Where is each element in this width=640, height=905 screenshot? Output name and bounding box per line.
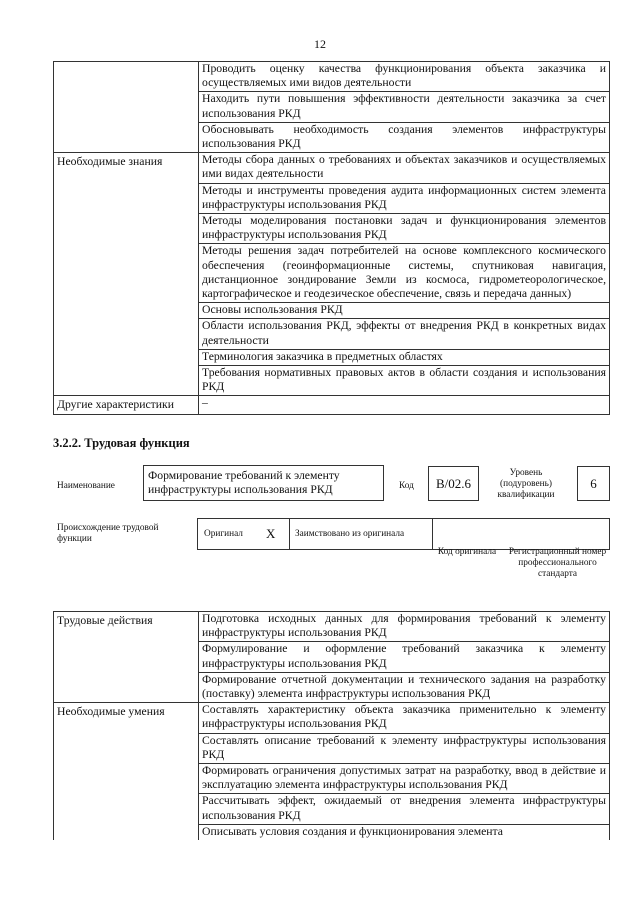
row-label: Необходимые знания: [54, 153, 199, 396]
row-value: Методы сбора данных о требованиях и объектах заказчиков и осуществляемых ими видах деятельности: [199, 153, 610, 183]
origin-divider-2: [432, 519, 433, 549]
page-number: 12: [314, 37, 326, 51]
table-row: [54, 703, 610, 733]
table-row: [54, 396, 610, 414]
row-value: Методы моделирования постановки задач и функционирования элементов инфраструктуры использования РКД: [199, 214, 610, 244]
level-label: Уровень (подуровень) квалификации: [497, 468, 555, 500]
row-value: Области использования РКД, эффекты от внедрения РКД в конкретных видах деятельности: [199, 319, 610, 349]
original-label: Оригинал: [204, 529, 243, 539]
row-value: Методы и инструменты проведения аудита информационных систем элемента инфраструктуры использования РКД: [199, 183, 610, 213]
row-label: Трудовые действия: [54, 612, 199, 703]
row-value: –: [199, 396, 610, 414]
table-row: [54, 612, 610, 642]
row-value: Составлять характеристику объекта заказчика применительно к элементу инфраструктуры использования РКД: [199, 703, 610, 733]
row-value: Находить пути повышения эффективности деятельности заказчика за счет использования РКД: [199, 92, 610, 122]
table-row: [54, 62, 610, 92]
original-mark: X: [266, 526, 276, 541]
row-value: Обосновывать необходимость создания элементов инфраструктуры использования РКД: [199, 122, 610, 152]
row-value: Рассчитывать эффект, ожидаемый от внедрения элемента инфраструктуры использования РКД: [199, 794, 610, 824]
origin-box: [197, 518, 610, 550]
row-value: Основы использования РКД: [199, 303, 610, 319]
row-label: [54, 62, 199, 153]
reg-number-caption: Регистрационный номер профессионального стандарта: [508, 547, 607, 579]
actions-table: [53, 611, 610, 840]
code-original-caption: Код оригинала: [437, 547, 497, 557]
origin-label: Происхождение трудовой функции: [57, 523, 159, 544]
code-label: Код: [399, 481, 414, 491]
row-label: Другие характеристики: [54, 396, 199, 414]
row-value: Проводить оценку качества функционирования объекта заказчика и осуществляемых ими видов деятельности: [199, 62, 610, 92]
row-value: Терминология заказчика в предметных областях: [199, 349, 610, 365]
borrowed-label: Заимствовано из оригинала: [295, 529, 405, 539]
row-value: Описывать условия создания и функционирования элемента: [199, 824, 610, 840]
row-value: Подготовка исходных данных для формирования требований к элементу инфраструктуры использования РКД: [199, 612, 610, 642]
origin-divider: [289, 519, 290, 549]
row-value: Требования нормативных правовых актов в области создания и использования РКД: [199, 366, 610, 396]
row-value: Формирование отчетной документации и технического задания на разработку (поставку) элемента инфраструктуры использования РКД: [199, 672, 610, 702]
row-value: Формулирование и оформление требований заказчика к элементу инфраструктуры использования РКД: [199, 642, 610, 672]
row-label: Необходимые умения: [54, 703, 199, 840]
row-value: Составлять описание требований к элементу инфраструктуры использования РКД: [199, 733, 610, 763]
function-code-box: B/02.6: [428, 466, 479, 501]
section-title: 3.2.2. Трудовая функция: [53, 436, 190, 450]
row-value: Методы решения задач потребителей на основе комплексного космического обеспечения (геоинформационные системы, спутниковая навигация, дистанционное зондирование Земли из космоса, гидрометеорологическое, картографическое и геодезическое обеспечение, связь и передача данных): [199, 244, 610, 303]
table-row: [54, 153, 610, 183]
level-value-box: 6: [577, 466, 610, 501]
knowledge-table: [53, 61, 610, 415]
function-name-box: Формирование требований к элементу инфраструктуры использования РКД: [143, 465, 384, 501]
name-label: Наименование: [57, 481, 115, 491]
row-value: Формировать ограничения допустимых затрат на разработку, ввод в действие и эксплуатацию элемента инфраструктуры использования РКД: [199, 764, 610, 794]
